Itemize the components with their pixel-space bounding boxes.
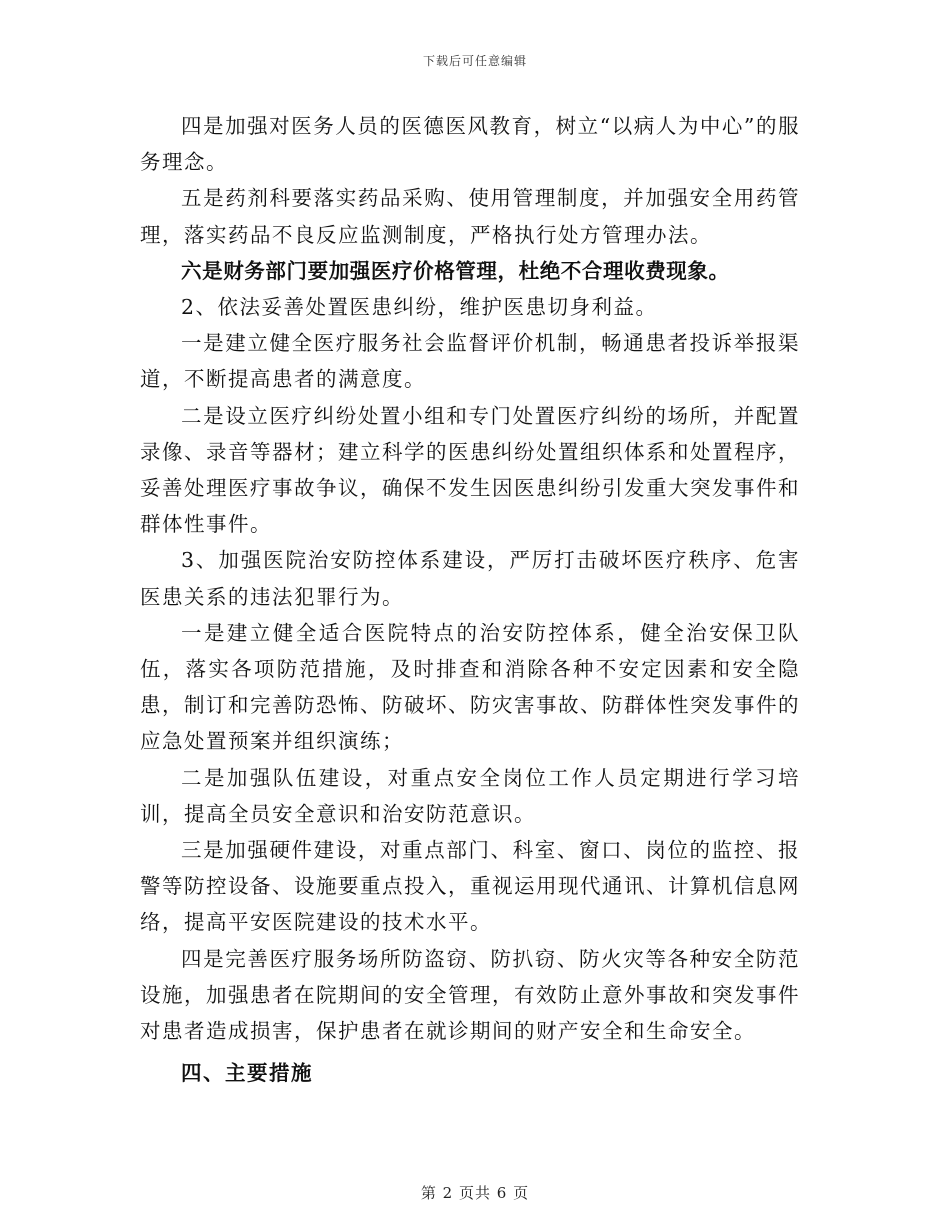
paragraph-security-system: 一是建立健全适合医院特点的治安防控体系，健全治安保卫队伍，落实各项防范措施，及时排查和消除各种不安定因素和安全隐患，制订和完善防恐怖、防破坏、防灾害事故、防群体性突发事件的应急处置预案并组织演练； <box>140 620 800 754</box>
page-number: 第 2 页共 6 页 <box>420 1184 530 1202</box>
paragraph-pharmacy: 五是药剂科要落实药品采购、使用管理制度，并加强安全用药管理，落实药品不良反应监测制度，严格执行处方管理办法。 <box>140 186 800 247</box>
paragraph-hardware: 三是加强硬件建设，对重点部门、科室、窗口、岗位的监控、报警等防控设备、设施要重点投入，重视运用现代通讯、计算机信息网络，提高平安医院建设的技术水平。 <box>140 838 800 935</box>
page-header-note: 下载后可任意编辑 <box>422 54 527 68</box>
paragraph-dispute-handling: 二是设立医疗纠纷处置小组和专门处置医疗纠纷的场所，并配置录像、录音等器材；建立科学的医患纠纷处置组织体系和处置程序，妥善处理医疗事故争议，确保不发生因医患纠纷引发重大突发事件和群体性事件。 <box>140 403 800 537</box>
paragraph-medical-ethics: 四是加强对医务人员的医德医风教育，树立“以病人为中心”的服务理念。 <box>140 114 800 175</box>
section-2-title: 2、依法妥善处置医患纠纷，维护医患切身利益。 <box>181 295 658 320</box>
paragraph-supervision: 一是建立健全医疗服务社会监督评价机制，畅通患者投诉举报渠道，不断提高患者的满意度。 <box>140 331 800 392</box>
section-heading-main-measures: 四、主要措施 <box>181 1061 313 1086</box>
paragraph-safety-facilities: 四是完善医疗服务场所防盗窃、防扒窃、防火灾等各种安全防范设施，加强患者在院期间的安全管理，有效防止意外事故和突发事件对患者造成损害，保护患者在就诊期间的财产安全和生命安全。 <box>140 946 800 1044</box>
section-3-title: 3、加强医院治安防控体系建设，严厉打击破坏医疗秩序、危害医患关系的违法犯罪行为。 <box>140 548 800 609</box>
paragraph-team-building: 二是加强队伍建设，对重点安全岗位工作人员定期进行学习培训，提高全员安全意识和治安防范意识。 <box>140 765 800 826</box>
document-body <box>140 108 800 1091</box>
paragraph-finance: 六是财务部门要加强医疗价格管理，杜绝不合理收费现象。 <box>181 258 730 283</box>
